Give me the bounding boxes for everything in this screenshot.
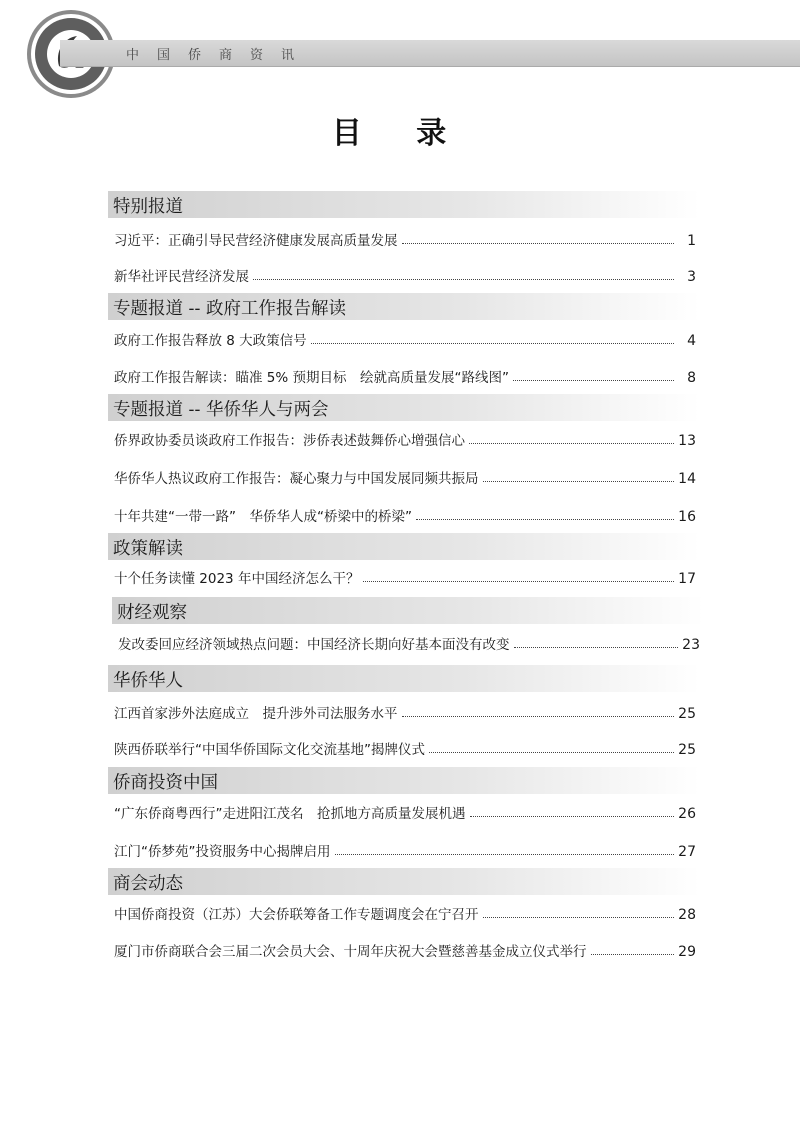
page-title: 目 录: [331, 116, 469, 151]
section-header: [108, 191, 700, 218]
leader-dots: [591, 954, 675, 955]
page-number: 17: [678, 571, 696, 587]
section-title: 专题报道 -- 华侨华人与两会: [113, 400, 329, 420]
entry-title: 陕西侨联举行“中国华侨国际文化交流基地”揭牌仪式: [114, 742, 425, 758]
section-header: [112, 597, 704, 624]
leader-dots: [402, 716, 675, 717]
page-number: 25: [678, 742, 696, 758]
section-title: 商会动态: [113, 874, 183, 894]
section-title: 华侨华人: [113, 671, 183, 691]
leader-dots: [416, 519, 674, 520]
toc-entry[interactable]: [114, 903, 696, 923]
toc-entry[interactable]: [114, 840, 696, 860]
entry-title: 江门“侨梦苑”投资服务中心揭牌启用: [114, 844, 331, 860]
leader-dots: [483, 917, 675, 918]
entry-title: 习近平：正确引导民营经济健康发展高质量发展: [114, 233, 398, 249]
leader-dots: [311, 343, 674, 344]
leader-dots: [363, 581, 674, 582]
toc-entry[interactable]: [118, 633, 700, 653]
leader-dots: [469, 443, 674, 444]
publication-name: 中国侨商资讯: [126, 48, 313, 63]
page-number: 27: [678, 844, 696, 860]
page-number: 26: [678, 806, 696, 822]
page-number: 1: [687, 233, 696, 249]
page-number: 29: [678, 944, 696, 960]
leader-dots: [470, 816, 675, 817]
entry-title: 新华社评民营经济发展: [114, 269, 249, 285]
section-header: [108, 293, 700, 320]
section-header: [108, 394, 700, 421]
toc-entry[interactable]: [114, 467, 696, 487]
section-header: [108, 533, 700, 560]
toc-entry[interactable]: [114, 229, 696, 249]
entry-title: “广东侨商粤西行”走进阳江茂名 抢抓地方高质量发展机遇: [114, 806, 466, 822]
toc-entry[interactable]: [114, 429, 696, 449]
entry-title: 江西首家涉外法庭成立 提升涉外司法服务水平: [114, 706, 398, 722]
leader-dots: [253, 279, 674, 280]
page-number: 13: [678, 433, 696, 449]
leader-dots: [514, 647, 679, 648]
leader-dots: [513, 380, 674, 381]
page-number: 16: [678, 509, 696, 525]
toc-entry[interactable]: [114, 738, 696, 758]
leader-dots: [335, 854, 675, 855]
section-title: 财经观察: [117, 603, 187, 623]
toc-entry[interactable]: [114, 366, 696, 386]
section-title: 专题报道 -- 政府工作报告解读: [113, 299, 346, 319]
toc-entry[interactable]: [114, 702, 696, 722]
entry-title: 十年共建“一带一路” 华侨华人成“桥梁中的桥梁”: [114, 509, 412, 525]
entry-title: 十个任务读懂 2023 年中国经济怎么干？: [114, 571, 360, 587]
entry-title: 侨界政协委员谈政府工作报告：涉侨表述鼓舞侨心增强信心: [114, 433, 465, 449]
entry-title: 发改委回应经济领域热点问题：中国经济长期向好基本面没有改变: [118, 637, 510, 653]
section-header: [108, 767, 700, 794]
page-number: 28: [678, 907, 696, 923]
entry-title: 华侨华人热议政府工作报告：凝心聚力与中国发展同频共振局: [114, 471, 479, 487]
leader-dots: [429, 752, 674, 753]
entry-title: 政府工作报告解读：瞄准 5% 预期目标 绘就高质量发展“路线图”: [114, 370, 509, 386]
entry-title: 厦门市侨商联合会三届二次会员大会、十周年庆祝大会暨慈善基金成立仪式举行: [114, 944, 587, 960]
section-title: 侨商投资中国: [113, 773, 218, 793]
page-number: 4: [687, 333, 696, 349]
page-number: 3: [687, 269, 696, 285]
toc-entry[interactable]: [114, 329, 696, 349]
toc-entry[interactable]: [114, 567, 696, 587]
entry-title: 中国侨商投资（江苏）大会侨联筹备工作专题调度会在宁召开: [114, 907, 479, 923]
leader-dots: [483, 481, 675, 482]
toc-entry[interactable]: [114, 265, 696, 285]
leader-dots: [402, 243, 675, 244]
section-header: [108, 665, 700, 692]
section-title: 政策解读: [113, 539, 183, 559]
toc-entry[interactable]: [114, 940, 696, 960]
toc-entry[interactable]: [114, 505, 696, 525]
page-number: 14: [678, 471, 696, 487]
entry-title: 政府工作报告释放 8 大政策信号: [114, 333, 307, 349]
section-title: 特别报道: [113, 197, 183, 217]
page-number: 25: [678, 706, 696, 722]
toc-entry[interactable]: [114, 802, 696, 822]
page-number: 8: [687, 370, 696, 386]
page-number: 23: [682, 637, 700, 653]
section-header: [108, 868, 700, 895]
